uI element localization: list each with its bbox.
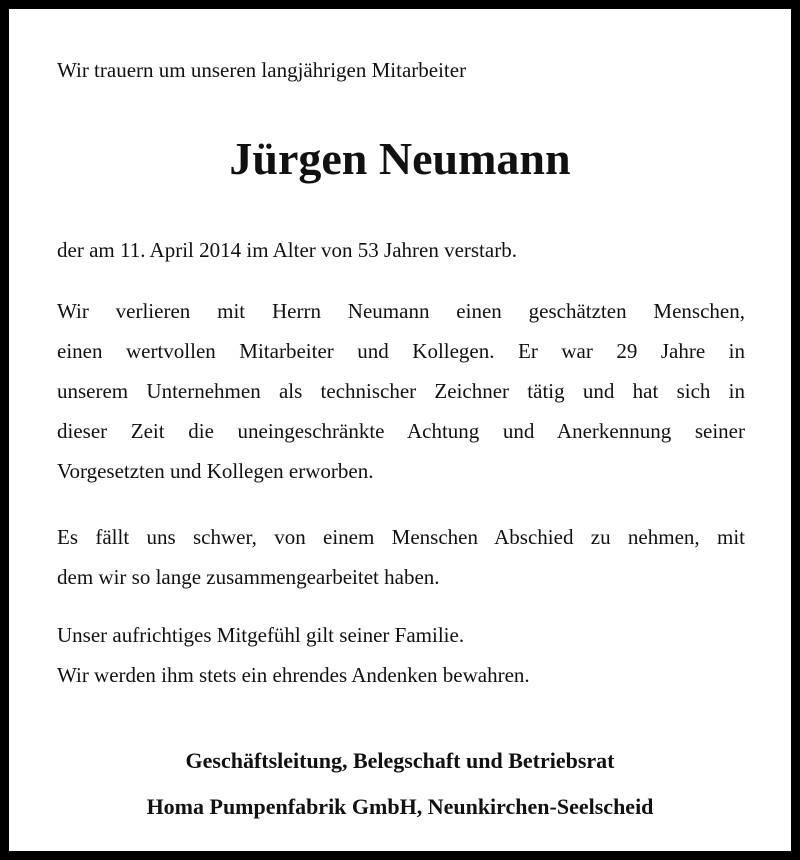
farewell-paragraph (57, 517, 745, 597)
tribute-line: Wir verlieren mit Herrn Neumann einen geschätzten Menschen, (57, 299, 745, 323)
farewell-line: Es fällt uns schwer, von einem Menschen Abschied zu nehmen, mit (57, 525, 745, 549)
deceased-name: Jürgen Neumann (229, 133, 571, 184)
death-date-line: der am 11. April 2014 im Alter von 53 Jahren verstarb. (57, 238, 517, 262)
tribute-line: unserem Unternehmen als technischer Zeichner tätig und hat sich in (57, 379, 745, 403)
signature-company: Homa Pumpenfabrik GmbH, Neunkirchen-Seelscheid (146, 794, 654, 819)
condolence-line: Unser aufrichtiges Mitgefühl gilt seiner Familie. (57, 623, 465, 647)
farewell-line: dem wir so lange zusammengearbeitet haben. (57, 565, 440, 589)
tribute-paragraph (57, 291, 745, 491)
condolence-line: Wir werden ihm stets ein ehrendes Andenken bewahren. (57, 663, 530, 687)
condolence-paragraph (57, 615, 745, 695)
intro-line: Wir trauern um unseren langjährigen Mitarbeiter (57, 58, 467, 82)
tribute-line: einen wertvollen Mitarbeiter und Kollegen. Er war 29 Jahre in (57, 339, 745, 363)
tribute-line: Vorgesetzten und Kollegen erworben. (57, 459, 374, 483)
tribute-line: dieser Zeit die uneingeschränkte Achtung und Anerkennung seiner (57, 419, 745, 443)
signature-departments: Geschäftsleitung, Belegschaft und Betriebsrat (185, 748, 615, 773)
